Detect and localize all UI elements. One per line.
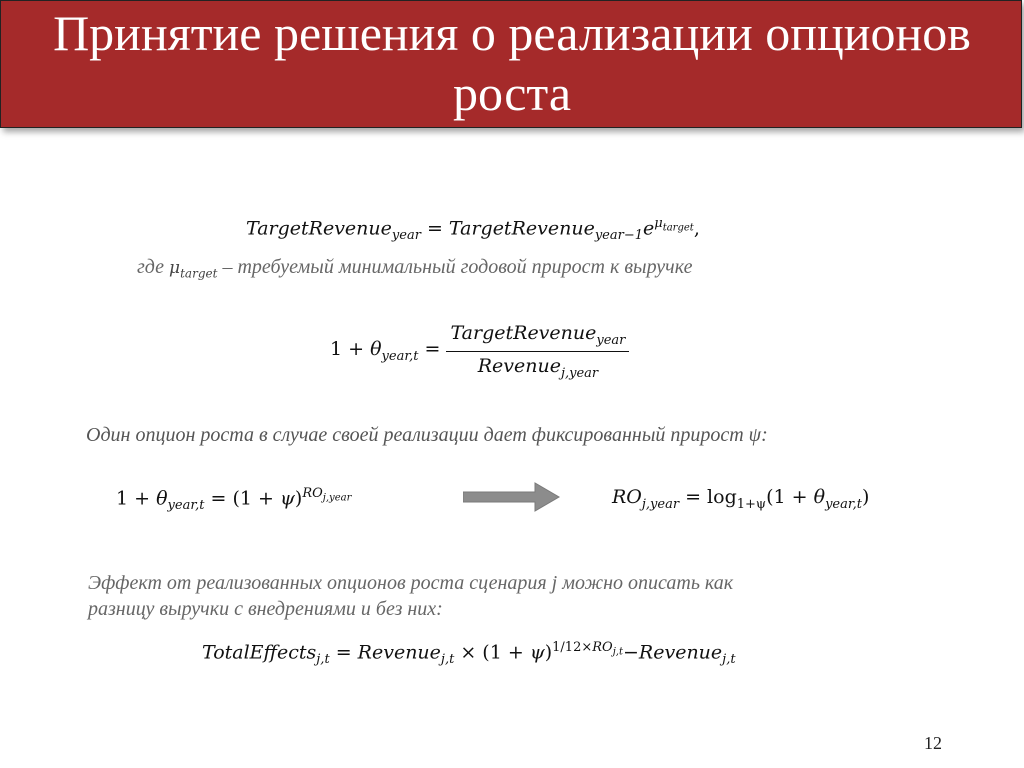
psi-symbol: ψ: [529, 641, 545, 664]
ro-exponent-subscript: j,year: [322, 492, 352, 504]
formula-ro-log: [612, 486, 869, 512]
effect-note-line2: разницу выручки с внедрениями и без них:: [88, 598, 443, 620]
fraction-numerator: [446, 322, 629, 352]
equals-sign: =: [420, 217, 449, 240]
formula-theta-growth: [116, 486, 351, 513]
denominator-term: Revenue: [477, 354, 561, 377]
subscript-year-minus-1: year−1: [594, 228, 643, 244]
target-revenue-term: TargetRevenue: [246, 217, 392, 240]
ro-exponent: RO: [302, 486, 323, 501]
close-paren: ): [862, 486, 870, 508]
equals-sign: =: [418, 338, 447, 361]
ro-subscript: j,year: [641, 496, 680, 512]
mu-subscript: target: [180, 266, 218, 281]
fraction-denominator: [446, 352, 629, 381]
one-plus: 1 +: [330, 338, 371, 361]
close-paren: ): [294, 487, 303, 510]
total-effects-subscript: j,t: [316, 652, 330, 668]
theta-subscript: year,t: [381, 349, 419, 365]
revenue-term-2: Revenue: [638, 641, 723, 664]
open-paren: (1 +: [766, 486, 814, 508]
theta-symbol: θ: [156, 487, 168, 510]
close-paren: ): [544, 641, 553, 664]
equals-log: = log: [679, 486, 737, 508]
formula-comma: ,: [693, 217, 700, 240]
mu-symbol: μ: [654, 216, 663, 231]
formula-theta-ratio: [330, 322, 629, 381]
right-arrow-icon: [463, 480, 563, 514]
target-revenue-prev-term: TargetRevenue: [448, 217, 595, 240]
mu-symbol: μ: [169, 258, 181, 278]
exponent-prefix: 1/12×: [552, 640, 593, 655]
psi-symbol: ψ: [279, 487, 295, 510]
exponent-ro: RO: [592, 640, 613, 655]
mu-subscript: target: [662, 222, 694, 234]
numerator-term: TargetRevenue: [450, 322, 597, 344]
equals-open: = (1 +: [204, 487, 280, 510]
note-prefix: где: [137, 256, 170, 278]
exponent-ro-subscript: j,t: [612, 646, 623, 658]
subscript-year: year: [391, 228, 421, 244]
total-effects-term: TotalEffects: [202, 641, 317, 664]
revenue-term: Revenue: [357, 641, 441, 664]
log-base: 1+ψ: [736, 496, 767, 512]
theta-subscript: year,t: [825, 496, 862, 512]
mu-definition-note: [137, 256, 692, 280]
revenue-subscript: j,t: [440, 652, 455, 668]
exp-base: e: [643, 217, 655, 240]
minus-sign: −: [623, 641, 639, 664]
numerator-subscript: year: [596, 332, 626, 348]
equals-sign: =: [329, 641, 358, 664]
formula-total-effects: [202, 640, 736, 667]
theta-subscript: year,t: [167, 498, 205, 514]
times-open: × (1 +: [454, 641, 530, 664]
formula-target-revenue: [246, 216, 700, 243]
theta-symbol: θ: [813, 486, 826, 508]
fraction: [446, 322, 629, 381]
title-banner: [0, 0, 1022, 128]
slide-title: Принятие решения о реализации опционов роста: [53, 5, 971, 121]
one-plus: 1 +: [116, 487, 157, 510]
note-suffix: – требуемый минимальный годовой прирост к выручке: [217, 256, 693, 278]
page-number: 12: [924, 733, 942, 753]
one-option-note: Один опцион роста в случае своей реализации дает фиксированный прирост ψ:: [86, 424, 768, 446]
theta-symbol: θ: [370, 338, 382, 361]
ro-term: RO: [612, 486, 642, 508]
revenue-subscript-2: j,t: [722, 652, 736, 668]
effect-note-line1: Эффект от реализованных опционов роста сценария j можно описать как: [88, 572, 734, 594]
denominator-subscript: j,year: [560, 365, 599, 381]
